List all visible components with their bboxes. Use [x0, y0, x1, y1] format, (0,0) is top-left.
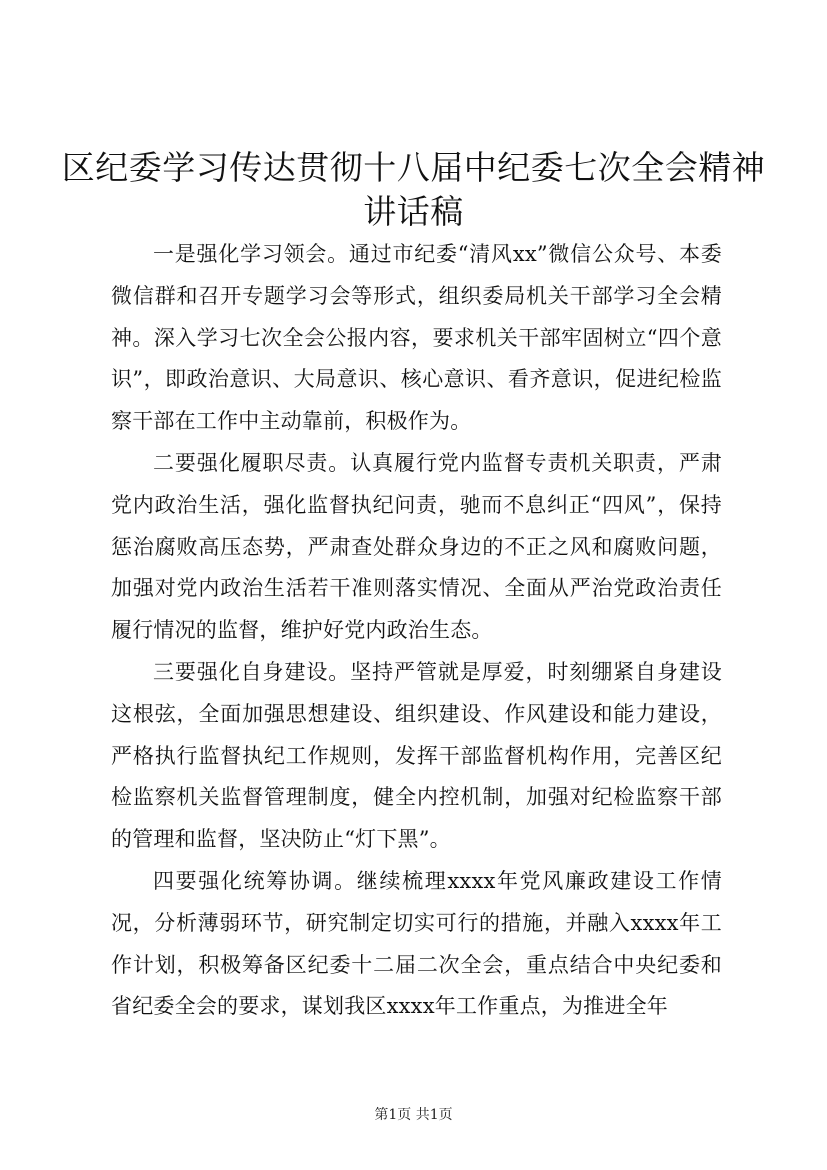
document-body	[111, 234, 722, 1028]
document-title: 区纪委学习传达贯彻十八届中纪委七次全会精神讲话稿	[61, 148, 766, 231]
paragraph-1: 一是强化学习领会。通过市纪委“清风xx”微信公众号、本委微信群和召开专题学习会等形式，组织委局机关干部学习全会精神。深入学习七次全会公报内容，要求机关干部牢固树立“四个意识”，即政治意识、大局意识、核心意识、看齐意识，促进纪检监察干部在工作中主动靠前，积极作为。	[111, 242, 722, 434]
paragraph-4: 四要强化统筹协调。继续梳理xxxx年党风廉政建设工作情况，分析薄弱环节，研究制定切实可行的措施，并融入xxxx年工作计划，积极筹备区纪委十二届二次全会，重点结合中央纪委和省纪委全会的要求，谋划我区xxxx年工作重点，为推进全年	[111, 868, 722, 1019]
paragraph-3: 三要强化自身建设。坚持严管就是厚爱，时刻绷紧自身建设这根弦，全面加强思想建设、组织建设、作风建设和能力建设，严格执行监督执纪工作规则，发挥干部监督机构作用，完善区纪检监察机关监督管理制度，健全内控机制，加强对纪检监察干部的管理和监督，坚决防止“灯下黑”。	[111, 659, 722, 852]
page-number-footer: 第1页 共1页	[374, 1107, 453, 1123]
paragraph-2: 二要强化履职尽责。认真履行党内监督专责机关职责，严肃党内政治生活，强化监督执纪问责，驰而不息纠正“四风”，保持惩治腐败高压态势，严肃查处群众身边的不正之风和腐败问题，加强对党内政治生活若干准则落实情况、全面从严治党政治责任履行情况的监督，维护好党内政治生态。	[111, 450, 722, 643]
